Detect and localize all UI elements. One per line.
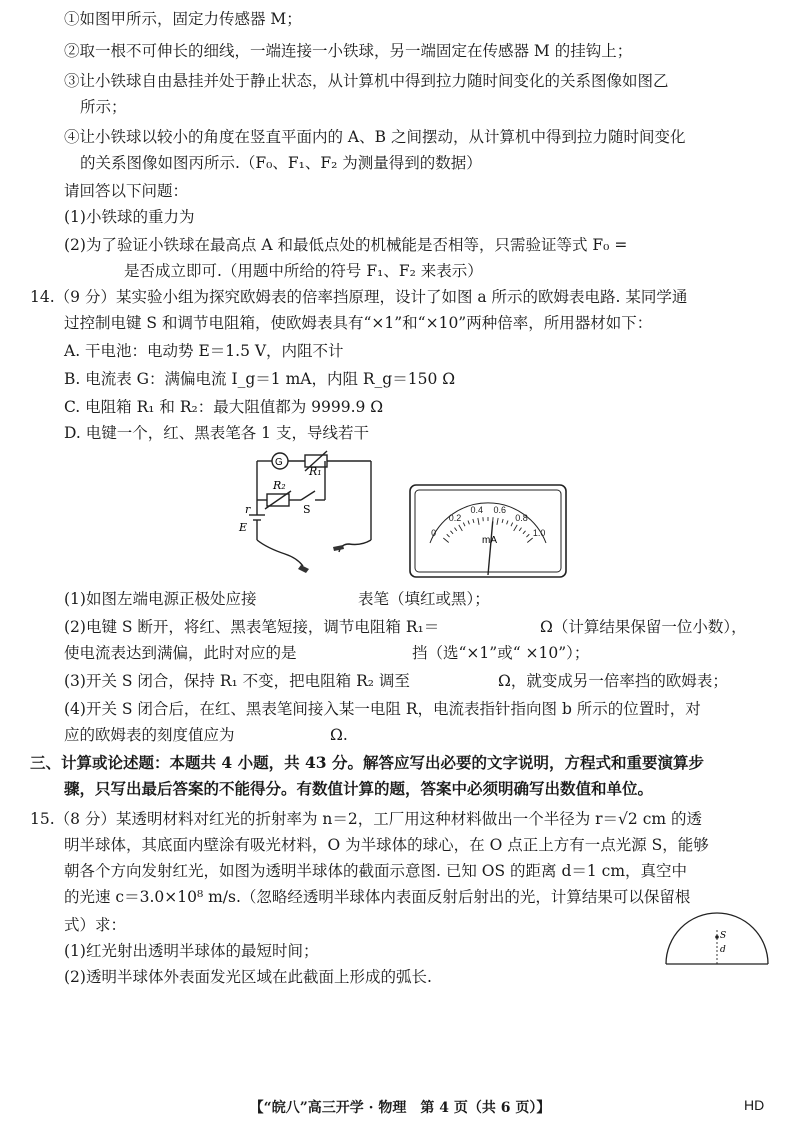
dial-tick-label: 0.6 (493, 505, 507, 516)
source-label: S (720, 931, 727, 941)
text-line: (1)小铁球的重力为 (64, 208, 195, 226)
text-line: ③让小铁球自由悬挂并处于静止状态，从计算机中得到拉力随时间变化的关系图像如图乙 (64, 72, 669, 90)
probe-icon (333, 545, 344, 551)
text-line: (1)如图左端电源正极处应接 (64, 590, 257, 608)
text-line: 明半球体，其底面内壁涂有吸光材料，O 为半球体的球心，在 O 点正上方有一点光源 S，能够 (64, 836, 709, 854)
text-line: (1)红光射出透明半球体的最短时间； (64, 942, 319, 960)
text-line: ④让小铁球以较小的角度在竖直平面内的 A、B 之间摆动，从计算机中得到拉力随时间变化 (64, 128, 686, 146)
r1-label: R₁ (309, 465, 322, 478)
dial-tick-label: 0 (431, 527, 437, 538)
section-heading: 骤，只写出最后答案的不能得分。有数值计算的题，答案中必须明确写出数值和单位。 (64, 779, 654, 798)
ammeter-dial (408, 483, 568, 579)
text-line: Ω（计算结果保留一位小数）， (540, 618, 747, 636)
distance-label: d (720, 945, 726, 955)
text-line: (2)为了验证小铁球在最高点 A 和最低点处的机械能是否相等，只需验证等式 F₀ = (64, 236, 628, 254)
question-14-title: 14.（9 分）某实验小组为探究欧姆表的倍率挡原理，设计了如图 a 所示的欧姆表电路. 某同学通 (30, 288, 688, 306)
text-line: ②取一根不可伸长的细线，一端连接一小铁球，另一端固定在传感器 M 的挂钩上； (64, 42, 633, 60)
text-line: B. 电流表 G：满偏电流 I_g＝1 mA，内阻 R_g＝150 Ω (64, 370, 456, 388)
dial-tick-label: 0.8 (515, 512, 528, 523)
text-line: 过控制电键 S 和调节电阻箱，使欧姆表具有“×1”和“×10”两种倍率，所用器材如下： (64, 314, 653, 332)
text-line: (2)透明半球体外表面发光区域在此截面上形成的弧长. (64, 968, 432, 986)
question-15-title: 15.（8 分）某透明材料对红光的折射率为 n＝2，工厂用这种材料做出一个半径为 r＝√2 cm 的透 (30, 810, 703, 828)
dial-tick-label: 1.0 (532, 527, 546, 538)
text-line: (2)电键 S 断开，将红、黑表笔短接，调节电阻箱 R₁＝ (64, 618, 440, 636)
switch-label: S (303, 503, 311, 516)
internal-resistance-label: r (245, 503, 251, 516)
circuit-diagram (225, 445, 395, 575)
page-footer: 【“皖八”高三开学 · 物理 第 4 页（共 6 页）】 (249, 1100, 551, 1116)
text-line: Ω，就变成另一倍率挡的欧姆表； (498, 672, 728, 690)
text-line: A. 干电池：电动势 E＝1.5 V，内阻不计 (64, 342, 344, 360)
hemisphere-diagram (662, 910, 772, 968)
r2-label: R₂ (273, 479, 286, 492)
text-line: C. 电阻箱 R₁ 和 R₂：最大阻值都为 9999.9 Ω (64, 398, 384, 416)
text-line: Ω. (330, 726, 348, 744)
text-line: 表笔（填红或黑）； (358, 590, 490, 608)
dial-tick-label: 0.2 (448, 512, 462, 523)
text-line: 朝各个方向发射红光，如图为透明半球体的截面示意图. 已知 OS 的距离 d＝1 cm，真空中 (64, 862, 688, 880)
galvanometer-label: G (275, 457, 283, 468)
text-line: 请回答以下问题： (64, 182, 189, 200)
text-line: 应的欧姆表的刻度值应为 (64, 726, 235, 744)
text-line: 的关系图像如图丙所示.（F₀、F₁、F₂ 为测量得到的数据） (80, 154, 482, 172)
text-line: 式）求： (64, 916, 127, 934)
text-line: D. 电键一个，红、黑表笔各 1 支，导线若干 (64, 424, 369, 442)
probe-icon (298, 565, 309, 573)
meter-unit: mA (482, 535, 497, 546)
section-heading: 三、计算或论述题：本题共 4 小题，共 43 分。解答应写出必要的文字说明，方程式和重要演算步 (30, 753, 704, 772)
text-line: (4)开关 S 闭合后，在红、黑表笔间接入某一电阻 R，电流表指针指向图 b 所示的位置时，对 (64, 700, 701, 718)
text-line: ①如图甲所示，固定力传感器 M； (64, 10, 302, 28)
corner-mark: HD (744, 1097, 765, 1113)
text-line: 使电流表达到满偏，此时对应的是 (64, 644, 297, 662)
text-line: (3)开关 S 闭合，保持 R₁ 不变，把电阻箱 R₂ 调至 (64, 672, 410, 690)
text-line: 的光速 c＝3.0×10⁸ m/s.（忽略经透明半球体内表面反射后射出的光，计算结果可以保留根 (64, 888, 691, 906)
dial-tick-label: 0.4 (470, 505, 483, 516)
text-line: 是否成立即可.（用题中所给的符号 F₁、F₂ 来表示） (124, 262, 483, 280)
text-line: 挡（选“×1”或“ ×10”）； (412, 644, 590, 662)
emf-label: E (239, 521, 248, 534)
text-line: 所示； (80, 98, 127, 116)
